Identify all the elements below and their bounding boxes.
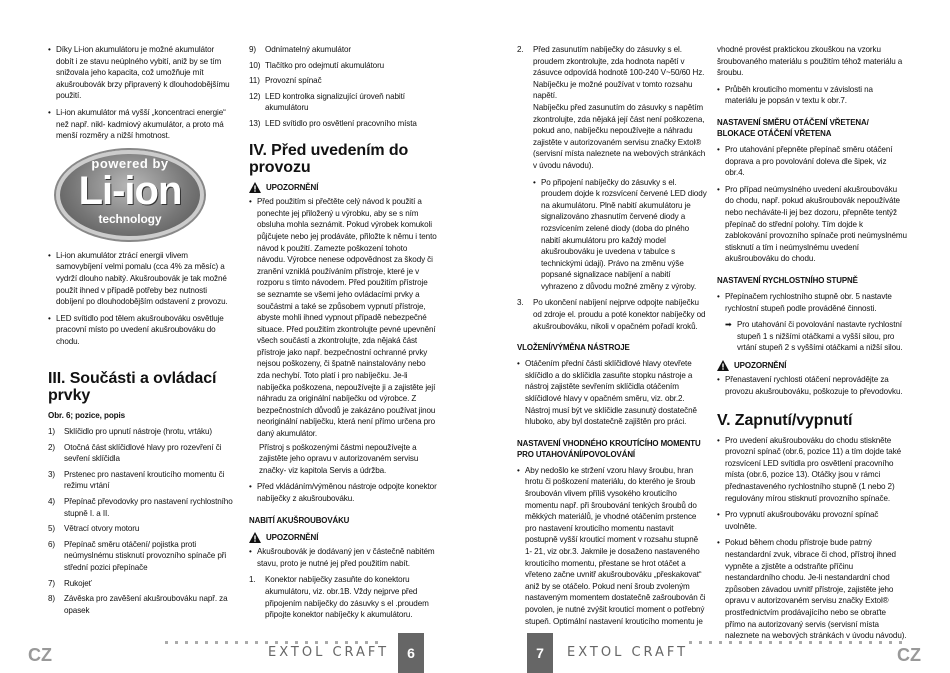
list-item: • Přepínačem rychlostního stupně obr. 5 nastavte rychlostní stupeň podle prováděné činnosti. xyxy=(717,291,907,314)
page-number: 6 xyxy=(398,633,424,673)
list-item: • Před vkládáním/výměnou nástroje odpojte konektor nabíječky z akušroubováku. xyxy=(249,481,437,504)
list-item: 11) Provozní spínač xyxy=(249,76,322,86)
list-item: • Průběh krouticího momentu v závislosti na materiálu je popsán v textu k obr.7. xyxy=(717,84,907,107)
list-item: • Akušroubovák je dodávaný jen v částečně nabitém stavu, proto je nutné jej před použitím nabít. xyxy=(249,546,437,569)
list-item: 7) Rukojeť xyxy=(48,578,92,588)
warning-icon xyxy=(717,360,729,371)
list-item: • Přenastavení rychlosti otáčení neprovádějte za provozu akušroubováku, poškozuje to převodovku. xyxy=(717,374,907,397)
list-item: 12) LED kontrolka signalizující úroveň nabití akumulátoru xyxy=(249,91,405,113)
list-item: • Li-ion akumulátor má vyšší „koncentraci energie“ než např. nikl- kadmiový akumulátor, a proto má menší rozměry a nižší hmotnost. xyxy=(48,107,233,142)
insert-tool-title: VLOŽENÍ/VÝMĚNA NÁSTROJE xyxy=(517,343,630,353)
list-item: • Otáčením přední části sklíčidlové hlavy otevřete sklíčidlo a do sklíčidla zasuňte stopku nástroje a nástroj zajistěte sevřením sklíčidla otáčením sklíčidlové hlavy v opačném směru, viz. obr.2. Nástroj musí být ve sklíčidle zasunutý dostatečně hluboko, aby byl dostatečně zajištěn pro práci. xyxy=(517,358,707,428)
warning-icon xyxy=(249,182,261,193)
paragraph: Přístroj s poškozenými částmi nepoužívejte a zajistěte jeho opravu v autorizovaném servisu značky- viz kapitola Servis a údržba. xyxy=(259,442,419,475)
section-4-title: IV. Před uvedením do provozu xyxy=(249,141,409,176)
li-ion-logo xyxy=(56,150,206,242)
logo-text-li-ion: Li-ion xyxy=(78,168,182,213)
right-column-2 xyxy=(717,44,907,647)
list-item: • Li-ion akumulátor ztrácí energii vlivem samovybíjení velmi pomalu (cca 4% za měsíc) a vydrží dlouho nabitý. Akušroubovák je tak možné použít ihned v případě potřeby bez nutnosti dobíjení po dlouhodobějším odstavení z provozu. xyxy=(48,250,233,308)
footer-dots xyxy=(689,641,902,645)
list-item: 2) Otočná část sklíčidlové hlavy pro rozevření či sevření sklíčidla xyxy=(48,442,222,464)
list-item: • Před použitím si přečtěte celý návod k použití a ponechte jej přiložený u výrobku, aby se s ním obsluha mohla seznámit. Pokud výrobek komukoli půjčujete nebo jej prodáváte, přiložte k němu i tento návod k použití. Zamezte poškození tohoto návodu. Výrobce nenese odpovědnost za škody či zranění vzniklá používáním přístroje, které je v rozporu s tímto návodem. Před použitím přístroje se seznamte se všemi jeho ovládacími prvky a součástmi a také se způsobem vypnutí přístroje, abyste mohli ihned vypnout případě nebezpečné situace. Před použitím zkontrolujte pevné upevnění všech součástí a zkontrolujte, zda nějaká část přístroje jako např. bezpečnostní ochranné prvky nejsou poškozeny, či špatně nainstalovány nebo zda nechybí. Toto platí i pro nabíječku. Je-li nabíječka poškozena, nepoužívejte ji a zajistěte její náhradu za originální nabíječku od výrobce. Z bezpečnostních důvodů je zakázáno používat jinou neoriginální nabíječku, která není přímo určena pro daný akumulátor. xyxy=(249,196,437,439)
logo-text-powered-by: powered by xyxy=(91,155,169,171)
list-item: 6) Přepínač směru otáčení/ pojistka proti neúmyslnému stisknutí provozního spínače při střední pozici přepínače xyxy=(48,539,227,573)
warning-heading: UPOZORNĚNÍ xyxy=(249,532,437,544)
speed-title: NASTAVENÍ RYCHLOSTNÍHO STUPNĚ xyxy=(717,275,858,285)
warning-heading: UPOZORNĚNÍ xyxy=(249,182,437,194)
list-item: 3) Prstenec pro nastavení krouticího momentu či režimu vrtání xyxy=(48,469,225,491)
warning-heading: UPOZORNĚNÍ xyxy=(717,360,907,372)
right-column-1 xyxy=(517,44,707,632)
arrow-note: ➡ Pro utahování či povolování nastavte rychlostní stupeň 1 s nižšími otáčkami a vyšší silou, pro vrtání stupeň 2 s vyššími otáčkami a nižší silou. xyxy=(725,319,907,354)
list-item: 9) Odnímatelný akumulátor xyxy=(249,45,351,54)
list-item: 8) Závěska pro zavěšení akušroubováku např. za opasek xyxy=(48,594,228,615)
figure-caption: Obr. 6; pozice, popis xyxy=(48,410,126,420)
list-item: 13) LED svítidlo pro osvětlení pracovního místa xyxy=(249,118,417,128)
section-3-title: III. Součásti a ovládací prvky xyxy=(48,369,217,404)
list-item: 2. Před zasunutím nabíječky do zásuvky s el. proudem zkontrolujte, zda hodnota napětí v zásuvce odpovídá hodnotě 100-240 V~50/60 Hz. Nabíječku je možné používat v tomto rozsahu napětí. xyxy=(517,45,705,101)
list-item: • Po připojení nabíječky do zásuvky s el. proudem dojde k rozsvícení červené LED diody na akumulátoru. Plně nabití akumulátoru je signalizováno zhasnutím červené diody a rozsvícením zelené diody (doba do plného nabití akumulátoru pro každý model akušroubováku je uvedena v tabulce s technickými údaji). Právo na změnu výše popsané signalizace nabíjení a nabití vyhrazeno z důvodu možné změny z výroby. xyxy=(533,177,707,293)
list-item: • LED svítidlo pod tělem akušroubováku osvětluje pracovní místo po uvedení akušroubováku do chodu. xyxy=(48,313,233,348)
page-number: 7 xyxy=(527,633,553,673)
charging-title: NABITÍ AKUŠROUBOVÁKU xyxy=(249,515,350,525)
paragraph: vhodné provést praktickou zkouškou na vzorku šroubovaného materiálu s použitím téhož materiálu a šroubu. xyxy=(717,45,903,78)
list-item: 1) Sklíčidlo pro upnutí nástroje (hrotu, vrtáku) xyxy=(48,427,213,437)
right-page xyxy=(475,0,950,673)
direction-title: NASTAVENÍ SMĚRU OTÁČENÍ VŘETENA/ BLOKACE OTÁČENÍ VŘETENA xyxy=(717,117,869,138)
list-item: 5) Větrací otvory motoru xyxy=(48,524,140,534)
list-item: 1. Konektor nabíječky zasuňte do konektoru akumulátoru, viz. obr.1B. Vždy nejprve před připojením nabíječky do zásuvky s el .proudem připojte konektor nabíječky k akumulátoru. xyxy=(249,575,429,620)
brand-logo: EXTOL CRAFT xyxy=(567,645,689,660)
list-item: • Pokud během chodu přístroje bude patrný nestandardní zvuk, vibrace či chod, přístroj ihned vypněte a zjistěte a odstraňte příčinu nestandardního chodu. Je-li nestandardní chod způsoben závadou uvnitř přístroje, zajistěte jeho opravu v autorizovaném servisu značky Extol® prostřednictvím prodávajícího nebo se obraťte přímo na autorizovaný servis (servisní místa naleznete na webových stránkách v úvodu návodu). xyxy=(717,537,907,641)
list-item: • Pro vypnutí akušroubováku provozní spínač uvolněte. xyxy=(717,509,907,532)
warning-icon xyxy=(249,532,261,543)
list-item: • Díky Li-ion akumulátoru je možné akumulátor dobít i ze stavu neúplného vybití, aniž by se tím snižovala jeho kapacita, což umožňuje mít akušroubovák brzy připravený k dlouhodobějšímu použití. xyxy=(48,44,233,102)
list-item: 4) Přepínač převodovky pro nastavení rychlostního stupně I. a II. xyxy=(48,497,233,518)
list-item: • Pro utahování přepněte přepínač směru otáčení doprava a pro povolování doleva dle šipek, viz obr.4. xyxy=(717,144,907,179)
logo-text-technology: technology xyxy=(98,211,162,226)
list-item: 10) Tlačítko pro odejmutí akumulátoru xyxy=(249,60,385,70)
list-item: • Pro případ neúmyslného uvedení akušroubováku do chodu, např. pokud akušroubovák nepoužíváte nebo necháváte-li jej bez dozoru, přepněte tentýž přepínač do střední polohy. Tím dojde k zablokování provozního spínače proti neúmyslnému stisknutí a tím i neúmyslnému uvedení akušroubováku do chodu. xyxy=(717,184,907,265)
left-column-1 xyxy=(48,44,233,620)
language-code: CZ xyxy=(28,645,52,665)
language-code: CZ xyxy=(897,645,921,665)
left-column-2 xyxy=(249,44,437,625)
section-5-title: V. Zapnutí/vypnutí xyxy=(717,411,853,429)
list-item: • Pro uvedení akušroubováku do chodu stiskněte provozní spínač (obr.6, pozice 11) a tím dojde také rozsvícení LED svítidla pro osvětlení pracovního místa (obr.6, pozice 13). Otáčky jsou v rámci přednastaveného rychlostního stupně (1 nebo 2) regulovány mírou stisknutí provozního spínače. xyxy=(717,435,907,505)
list-item: 3. Po ukončení nabíjení nejprve odpojte nabíječku od zdroje el. proudu a poté konektor nabíječky od akušroubováku, nikoli v opačném pořadí kroků. xyxy=(517,298,706,331)
paragraph: Nabíječku před zasunutím do zásuvky s napětím zkontrolujte, zda nějaká její část není poškozena, pokud ano, nabíječku nepoužívejte a náhradu zajistěte v autorizovaném servisu značky Extol® (servisní místa naleznete na webových stránkách v úvodu návodu). xyxy=(533,102,706,170)
brand-logo: EXTOL CRAFT xyxy=(268,645,390,660)
torque-title: NASTAVENÍ VHODNÉHO KROUTÍCÍHO MOMENTU PRO UTAHOVÁNÍ/POVOLOVÁNÍ xyxy=(517,438,701,459)
list-item: • Aby nedošlo ke stržení vzoru hlavy šroubu, hran hrotu či poškození materiálu, do kterého je šroub šroubován vlivem příliš vysokého krouticího momentu např. při šroubování tenkých šroubů do měkkých materiálů, je vhodné otáčením prstence pro nastavení krouticího momentu nastavit postupně vyšší krouticí moment v rozsahu stupně 1- 21, viz obr.3. Jakmile je dosaženo nastaveného krouticího momentu, přestane se hrot otáčet a vřeteno začne uvnitř akušroubováku „přeskakovat“ aniž by se otáčelo. Pokud není šroub zvoleným nastaveným momentem dostatečně zašroubován či povolen, je nutné zvýšit krouticí moment o potřebný stupeň. Optimální nastavení krouticího momentu je xyxy=(517,465,707,627)
